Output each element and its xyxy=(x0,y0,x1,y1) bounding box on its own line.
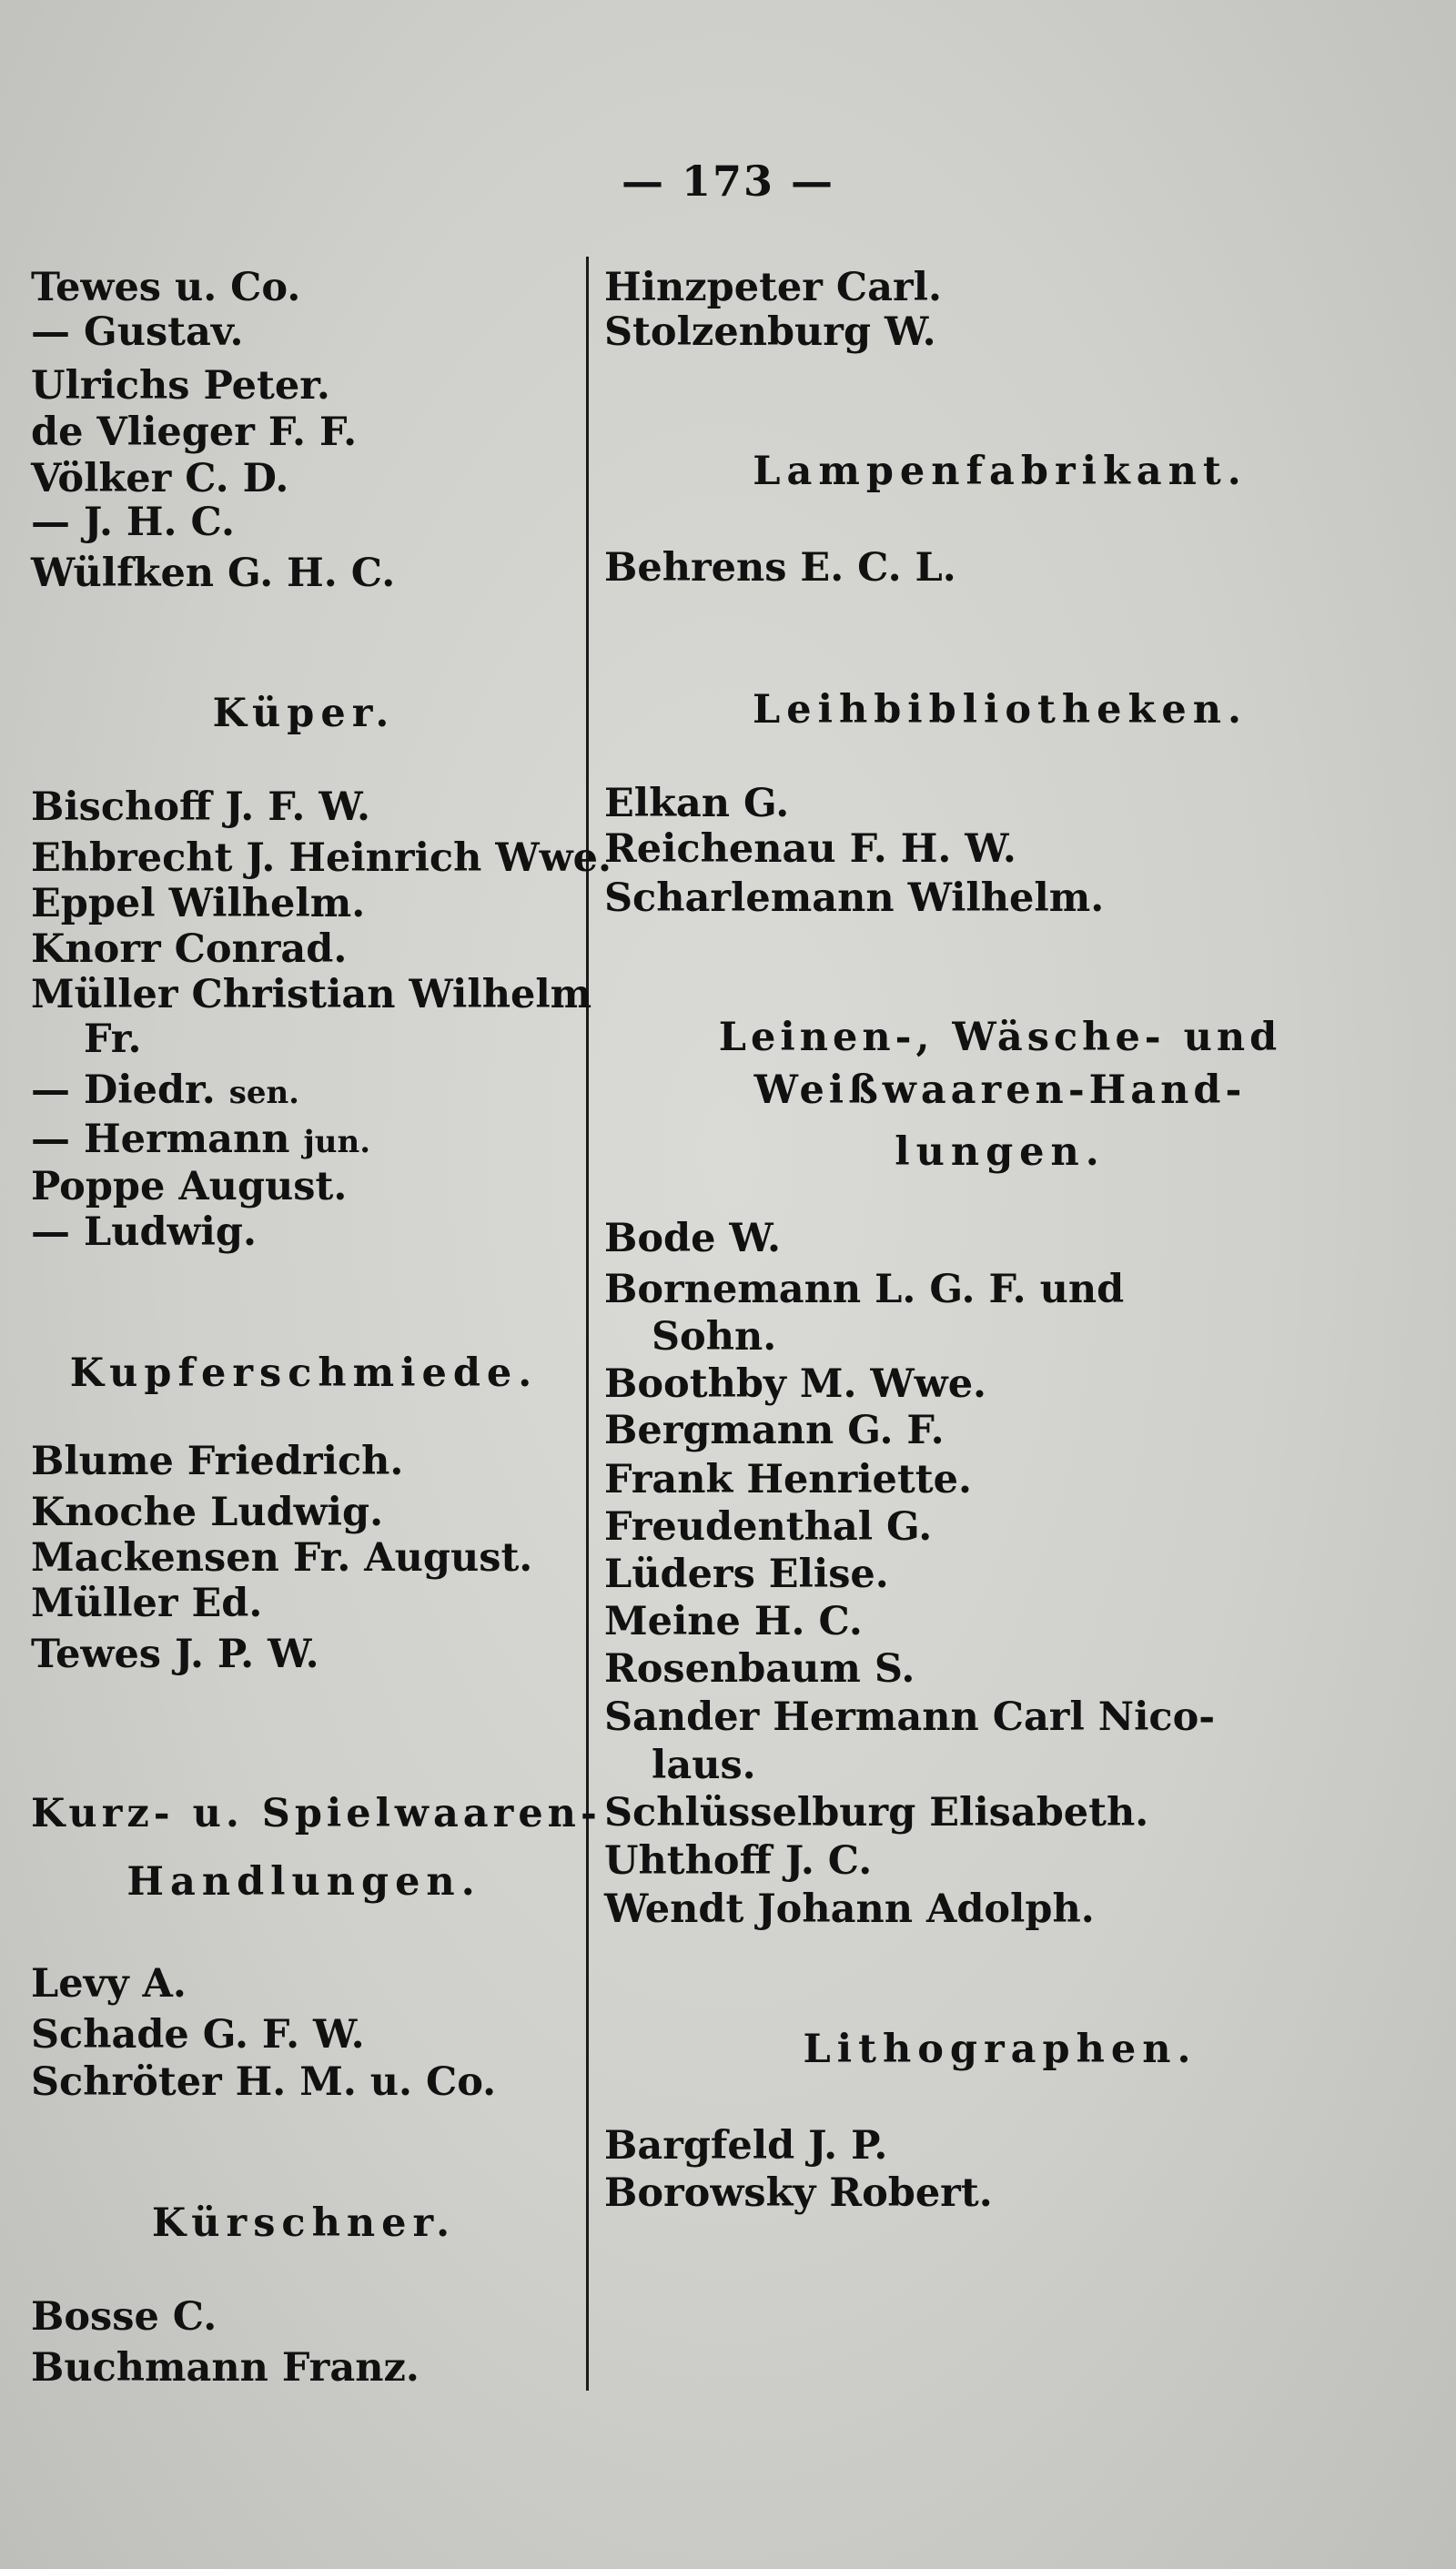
list-item: — Gustav. xyxy=(31,309,244,355)
list-item: Meine H. C. xyxy=(604,1599,863,1644)
list-item: Bode W. xyxy=(604,1216,781,1261)
list-item: Borowsky Robert. xyxy=(604,2170,993,2216)
list-item: Eppel Wilhelm. xyxy=(31,881,366,926)
list-item: Behrens E. C. L. xyxy=(604,545,956,591)
list-item: Elkan G. xyxy=(604,781,790,826)
list-item: Tewes u. Co. xyxy=(31,265,301,310)
list-item: Uhthoff J. C. xyxy=(604,1838,873,1884)
list-item: Müller Ed. xyxy=(31,1581,263,1626)
list-item: Knoche Ludwig. xyxy=(31,1490,384,1535)
list-item: Wülfken G. H. C. xyxy=(31,551,396,596)
page-number: — 173 — xyxy=(621,157,835,206)
list-item: — Ludwig. xyxy=(31,1209,257,1255)
list-item: Bergmann G. F. xyxy=(604,1408,945,1453)
list-item: laus. xyxy=(652,1743,756,1788)
list-item: Frank Henriette. xyxy=(604,1457,972,1502)
section-heading-lithographen: Lithographen. xyxy=(803,2027,1198,2072)
list-item: Wendt Johann Adolph. xyxy=(604,1886,1095,1932)
list-item: Hinzpeter Carl. xyxy=(604,265,942,310)
list-item: Reichenau F. H. W. xyxy=(604,826,1016,872)
list-item: Müller Christian Wilhelm xyxy=(31,972,592,1017)
list-item: Lüders Elise. xyxy=(604,1552,889,1597)
suffix-jun: jun. xyxy=(303,1124,371,1160)
list-item: Scharlemann Wilhelm. xyxy=(604,875,1105,921)
list-item: Völker C. D. xyxy=(31,456,289,501)
list-item: Bargfeld J. P. xyxy=(604,2123,888,2169)
section-heading-kurschner: Kürschner. xyxy=(151,2200,457,2246)
list-item: Sohn. xyxy=(652,1314,777,1360)
list-item: Knorr Conrad. xyxy=(31,926,348,972)
section-heading-kupferschmiede: Kupferschmiede. xyxy=(69,1350,539,1396)
list-item xyxy=(31,1067,299,1117)
list-item: Levy A. xyxy=(31,1961,187,2007)
list-item xyxy=(31,1116,370,1166)
section-heading-kurzwaaren-line2: Handlungen. xyxy=(126,1859,481,1905)
section-heading-kuper: Küper. xyxy=(212,691,396,736)
section-heading-leihbibliotheken: Leihbibliotheken. xyxy=(753,687,1248,733)
list-item: Tewes J. P. W. xyxy=(31,1632,319,1677)
section-heading-kurzwaaren: Kurz- u. Spielwaaren- xyxy=(31,1791,602,1836)
entry-text: — Diedr. xyxy=(31,1067,216,1113)
column-divider xyxy=(586,257,589,2391)
suffix-sen: sen. xyxy=(228,1075,300,1111)
list-item: Bosse C. xyxy=(31,2294,217,2340)
list-item: Boothby M. Wwe. xyxy=(604,1361,987,1407)
list-item: Ulrichs Peter. xyxy=(31,363,330,409)
section-heading-leinen-line3: lungen. xyxy=(895,1129,1106,1175)
list-item: Rosenbaum S. xyxy=(604,1646,915,1692)
list-item: Buchmann Franz. xyxy=(31,2345,420,2391)
entry-text: — Hermann xyxy=(31,1117,290,1162)
section-heading-leinen-line2: Weißwaaren-Hand- xyxy=(753,1067,1247,1113)
list-item: Mackensen Fr. August. xyxy=(31,1535,533,1581)
section-heading-lampenfabrikant: Lampenfabrikant. xyxy=(753,449,1248,494)
list-item: Poppe August. xyxy=(31,1164,348,1209)
list-item: Blume Friedrich. xyxy=(31,1439,404,1484)
list-item: Sander Hermann Carl Nico- xyxy=(604,1694,1216,1740)
list-item: Schade G. F. W. xyxy=(31,2012,365,2058)
section-heading-leinen: Leinen-, Wäsche- und xyxy=(718,1015,1282,1060)
list-item: Bornemann L. G. F. und xyxy=(604,1267,1125,1312)
list-item: Schröter H. M. u. Co. xyxy=(31,2059,497,2105)
list-item: Bischoff J. F. W. xyxy=(31,784,370,830)
list-item: Fr. xyxy=(84,1016,142,1062)
list-item: Ehbrecht J. Heinrich Wwe. xyxy=(31,835,612,881)
list-item: — J. H. C. xyxy=(31,500,235,545)
list-item: Schlüsselburg Elisabeth. xyxy=(604,1790,1149,1836)
list-item: Freudenthal G. xyxy=(604,1504,933,1550)
list-item: Stolzenburg W. xyxy=(604,309,936,355)
list-item: de Vlieger F. F. xyxy=(31,410,358,455)
